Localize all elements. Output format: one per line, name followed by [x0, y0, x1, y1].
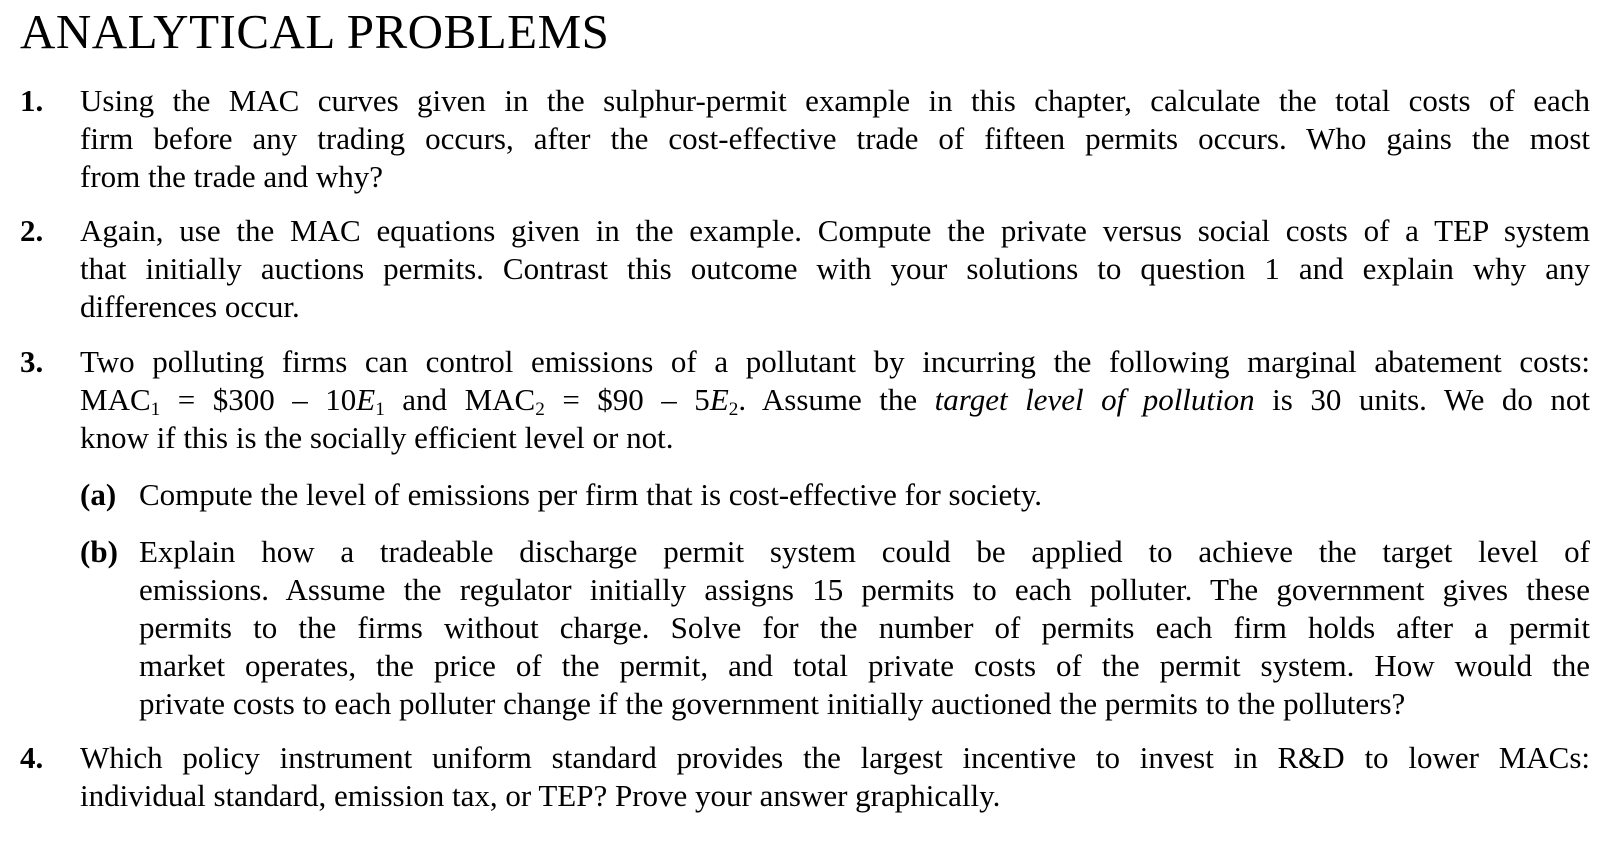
- problem-2-line: differences occur.: [80, 289, 300, 324]
- part-text-a: [139, 476, 1590, 514]
- problem-2-line: that initially auctions permits. Contrast this outcome with your solutions to question 1 and explain why any: [80, 251, 1590, 286]
- problem-number-4: 4.: [20, 740, 44, 775]
- subscript-e2: 2: [728, 398, 739, 420]
- problem-number-2: 2.: [20, 213, 44, 248]
- variable-e1: E: [356, 382, 376, 417]
- problem-number-3: 3.: [20, 344, 44, 379]
- problem-text-3: [80, 343, 1590, 457]
- subscript-2: 2: [535, 398, 545, 420]
- problem-1-line: from the trade and why?: [80, 159, 383, 194]
- equation-2: = $90 – 5: [544, 382, 710, 417]
- equation-1: = $300 – 10: [160, 382, 357, 417]
- problem-3-equation-line: [80, 381, 1590, 419]
- rest-text: is 30 units. We do not: [1254, 382, 1590, 417]
- problem-1-line: firm before any trading occurs, after the cost-effective trade of fifteen permits occurs. Who gains the most: [80, 121, 1590, 156]
- problem-text-4: [80, 739, 1590, 815]
- part-label-b: (b): [80, 534, 118, 569]
- part-label-a: (a): [80, 477, 117, 512]
- problem-3-line: know if this is the socially efficient level or not.: [80, 420, 674, 455]
- problem-text-1: [80, 82, 1590, 196]
- part-b-line: market operates, the price of the permit, and total private costs of the permit system. How would the: [139, 648, 1590, 683]
- part-text-b: [139, 533, 1590, 723]
- assume-text: . Assume the: [738, 382, 935, 417]
- problem-4-line: individual standard, emission tax, or TEP? Prove your answer graphically.: [80, 778, 1001, 813]
- subscript-e1: 1: [375, 398, 385, 420]
- subscript-1: 1: [150, 398, 161, 420]
- target-level-text: target level of pollution: [934, 382, 1255, 417]
- problem-2-line: Again, use the MAC equations given in the example. Compute the private versus social costs of a TEP system: [80, 213, 1590, 248]
- section-heading: ANALYTICAL PROBLEMS: [20, 4, 610, 59]
- part-b-line: permits to the firms without charge. Solve for the number of permits each firm holds after a permit: [139, 610, 1590, 645]
- part-b-line: emissions. Assume the regulator initially assigns 15 permits to each polluter. The government gives these: [139, 572, 1590, 607]
- mac-label: MAC: [80, 382, 151, 417]
- part-a-line: Compute the level of emissions per firm that is cost-effective for society.: [139, 477, 1043, 512]
- problem-4-line: Which policy instrument uniform standard provides the largest incentive to invest in R&D to lower MACs:: [80, 740, 1590, 775]
- problem-1-line: Using the MAC curves given in the sulphur-permit example in this chapter, calculate the total costs of each: [80, 83, 1590, 118]
- problem-number-1: 1.: [20, 83, 44, 118]
- part-b-line: private costs to each polluter change if the government initially auctioned the permits to the polluters?: [139, 686, 1406, 721]
- problem-3-line: Two polluting firms can control emissions of a pollutant by incurring the following marginal abatement costs:: [80, 344, 1590, 379]
- problem-text-2: [80, 212, 1590, 326]
- and-mac-label: and MAC: [384, 382, 536, 417]
- part-b-line: Explain how a tradeable discharge permit system could be applied to achieve the target level of: [139, 534, 1590, 569]
- variable-e2: E: [709, 382, 729, 417]
